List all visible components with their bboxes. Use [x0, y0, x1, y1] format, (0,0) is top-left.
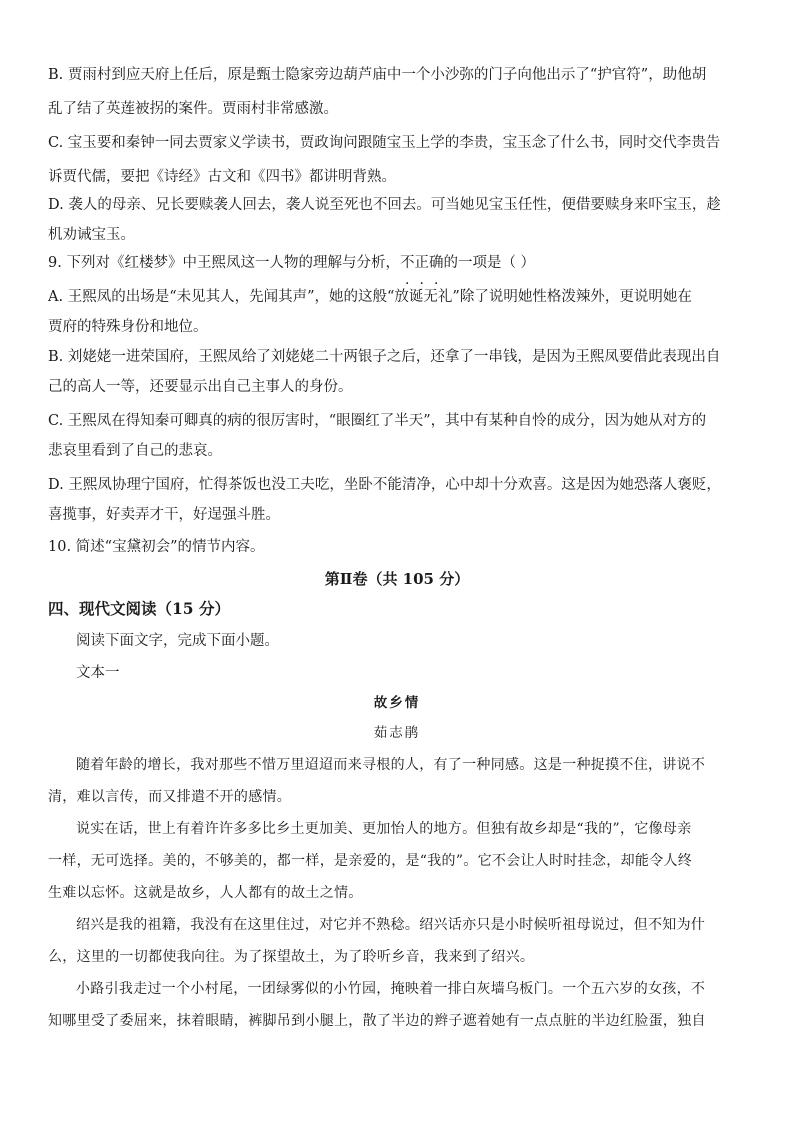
reading-instruction: 阅读下面文字，完成下面小题。 [76, 633, 279, 649]
article-paragraph-line: 一样，无可选择。美的，不够美的，都一样，是亲爱的，是“我的”。它不会让人时时挂念，却能令人终 [48, 853, 693, 869]
article-paragraph-line: 么，这里的一切都使我向往。为了探望故土，为了聆听乡音，我来到了绍兴。 [48, 949, 535, 965]
q8-option-c-line2: 诉贾代儒，要把《诗经》古文和《四书》都讲明背熟。 [48, 169, 396, 185]
q8-option-d-line2: 机劝诫宝玉。 [48, 227, 135, 243]
article-paragraph-line: 随着年龄的增长，我对那些不惜万里迢迢而来寻根的人，有了一种同感。这是一种捉摸不住，讲说不 [76, 757, 706, 773]
q10-question: 10. 简述“宝黛初会”的情节内容。 [48, 539, 265, 555]
q9-option-a-line1: A. 王熙凤的出场是“未见其人，先闻其声”，她的这般“放诞无礼”除了说明她性格泼辣外，更说明她在 [48, 289, 692, 305]
article-paragraph-line: 说实在话，世上有着许许多多比乡土更加美、更加怡人的地方。但独有故乡却是“我的”，它像母亲 [76, 821, 692, 837]
q8-option-b-line1: B. 贾雨村到应天府上任后，原是甄士隐家旁边葫芦庙中一个小沙弥的门子向他出示了“护官符”，助他胡 [48, 67, 707, 83]
article-paragraph-line: 生难以忘怀。这就是故乡，人人都有的故土之情。 [48, 885, 363, 901]
q8-option-c-line1: C. 宝玉要和秦钟一同去贾家义学读书，贾政询问跟随宝玉上学的李贵，宝玉念了什么书，同时交代李贵告 [48, 135, 721, 151]
article-title: 故乡情 [373, 695, 421, 711]
q9-emphasis-char: 不 [399, 255, 415, 271]
q9-option-c-line1: C. 王熙凤在得知秦可卿真的病的很厉害时，“眼圈红了半天”，其中有某种自怜的成分，因为她从对方的 [48, 413, 707, 429]
q9-stem-text: 9. 下列对《红楼梦》中王熙凤这一人物的理解与分析， [48, 255, 400, 271]
q9-option-a-line2: 贾府的特殊身份和地位。 [48, 319, 208, 335]
q9-option-c-line2: 悲哀里看到了自己的悲哀。 [48, 443, 222, 459]
q9-emphasis-char: 确 [428, 255, 444, 271]
q9-option-b-line2: 己的高人一等，还要显示出自己主事人的身份。 [48, 379, 353, 395]
q9-option-d-line2: 喜揽事，好卖弄才干，好逞强斗胜。 [48, 507, 280, 523]
q9-option-d-line1: D. 王熙凤协理宁国府，忙得茶饭也没工夫吃，坐卧不能清净，心中却十分欢喜。这是因为她恐落人褒贬， [48, 477, 721, 493]
q9-stem [48, 246, 748, 280]
article-author: 茹志鹃 [373, 725, 421, 741]
article-paragraph-line: 绍兴是我的祖籍，我没有在这里住过，对它并不熟稔。绍兴话亦只是小时候听祖母说过，但不知为什 [76, 917, 706, 933]
q9-stem-tail: 的一项是（ ） [443, 255, 536, 271]
article-paragraph-line: 清，难以言传，而又排遣不开的感情。 [48, 789, 292, 805]
q9-option-b-line1: B. 刘姥姥一进荣国府，王熙凤给了刘姥姥二十两银子之后，还拿了一串钱，是因为王熙凤要借此表现出自 [48, 349, 721, 365]
volume-title: 第Ⅱ卷（共 105 分） [324, 570, 470, 588]
q9-emphasis-char: 正 [414, 255, 429, 271]
q8-option-b-line2: 乱了结了英莲被拐的案件。贾雨村非常感激。 [48, 101, 338, 117]
text-label: 文本一 [76, 665, 120, 681]
q8-option-d-line1: D. 袭人的母亲、兄长要赎袭人回去，袭人说至死也不回去。可当她见宝玉任性，便借要赎身来吓宝玉，趁 [48, 197, 721, 213]
article-paragraph-line: 知哪里受了委屈来，抹着眼睛，裤脚吊到小腿上，散了半边的辫子遮着她有一点点脏的半边红脸蛋，独自 [48, 1013, 706, 1029]
section-title: 四、现代文阅读（15 分） [48, 599, 230, 618]
article-paragraph-line: 小路引我走过一个小村尾，一团绿雾似的小竹园，掩映着一排白灰墙乌板门。一个五六岁的女孩，不 [76, 981, 706, 997]
